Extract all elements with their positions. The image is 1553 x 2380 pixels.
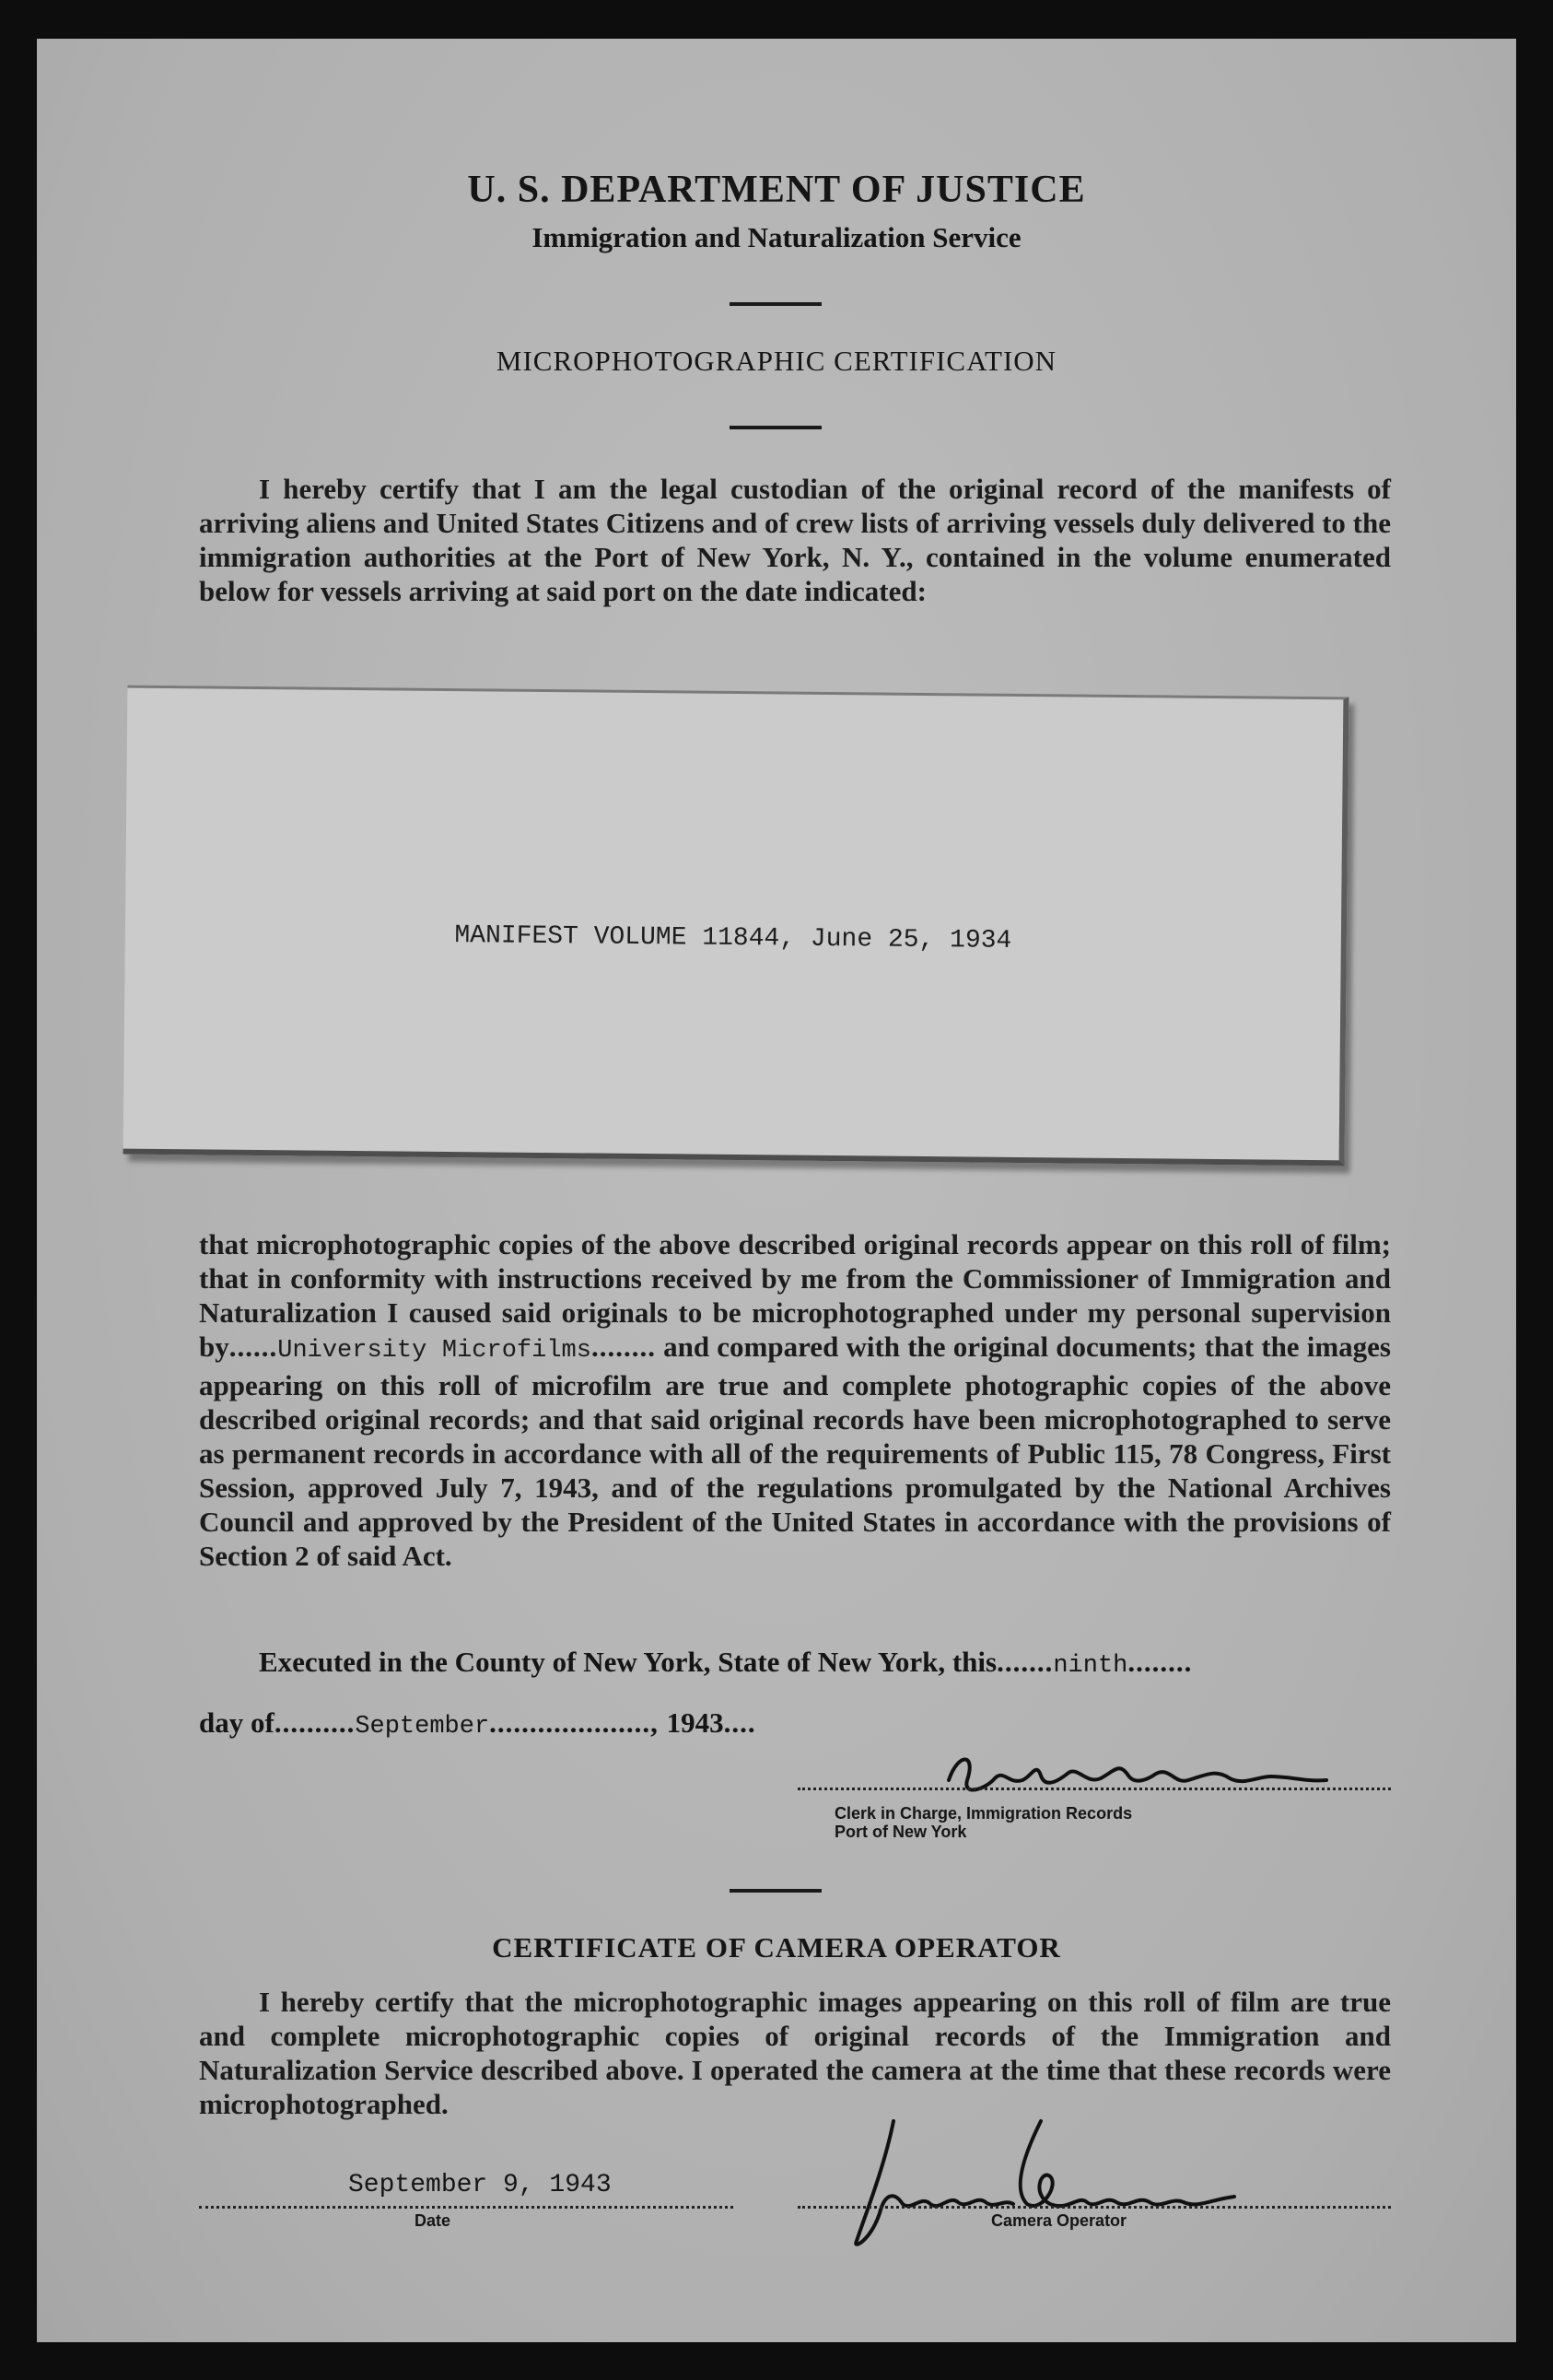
microfilm-company: University Microfilms	[277, 1337, 591, 1365]
operator-paragraph: I hereby certify that the microphotographic images appearing on this roll of film are true and complete microphotographic copies of original records of the Immigration and Naturalization Service described above. I operated the camera at the time that these records were microphotographed.	[199, 1986, 1391, 2120]
execution-year: 1943	[666, 1706, 724, 1739]
fill-dots: ..........	[274, 1706, 356, 1739]
clerk-title-line2: Port of New York	[835, 1823, 967, 1841]
camera-operator-label: Camera Operator	[991, 2211, 1127, 2230]
clerk-signature	[940, 1743, 1363, 1808]
department-title: U. S. DEPARTMENT OF JUSTICE	[467, 169, 1086, 211]
fill-dots: ........	[1127, 1646, 1193, 1678]
intro-paragraph: I hereby certify that I am the legal custodian of the original record of the manifests of arriving aliens and United States Citizens and of crew lists of arriving vessels duly delivered to the immigration authorities at the Port of New York, N. Y., contained in the volume enumerated below for vessels arriving at said port on the date indicated:	[199, 473, 1391, 607]
execution-day: ninth	[1053, 1652, 1128, 1680]
executed-line	[199, 1646, 1391, 1680]
fill-dots: ........	[590, 1331, 656, 1363]
service-subtitle: Immigration and Naturalization Service	[531, 221, 1022, 253]
volume-card	[123, 686, 1349, 1167]
day-of-label: day of	[199, 1706, 274, 1739]
operator-signature	[829, 2103, 1253, 2259]
execution-month: September	[355, 1713, 490, 1741]
divider	[730, 426, 822, 429]
certification-body	[199, 1227, 1391, 1573]
day-of-line	[199, 1706, 756, 1741]
body-part1: that microphotographic copies of the above described original records appear on this roll of film; that in conformity with instructions received by me from the Commissioner of Immigration and Naturalization I caused said originals to be microphotographed under my personal supervision by	[199, 1228, 1391, 1363]
operator-date: September 9, 1943	[348, 2171, 612, 2199]
clerk-signature-line	[798, 1788, 1391, 1790]
manifest-volume-text: MANIFEST VOLUME 11844, June 25, 1934	[454, 921, 1012, 956]
operator-signature-line	[798, 2206, 1391, 2209]
certificate-sheet	[37, 39, 1516, 2342]
body-part2: and compared with the original documents; that the images appearing on this roll of microfilm are true and complete photographic copies of the above described original records; and that said original records have been microphotographed to serve as permanent records in accordance with all of the requirements of Public 115, 78 Congress, First Session, approved July 7, 1943, and of the regulations promulgated by the National Archives Council and approved by the President of the United States in accordance with the provisions of Section 2 of said Act.	[199, 1331, 1391, 1572]
fill-dots: .......	[997, 1646, 1054, 1678]
divider	[730, 1889, 822, 1893]
executed-lead: Executed in the County of New York, State of New York, this	[259, 1646, 998, 1678]
date-line	[199, 2206, 733, 2209]
operator-heading: CERTIFICATE OF CAMERA OPERATOR	[492, 1931, 1061, 1964]
fill-dots: ....	[723, 1706, 756, 1739]
date-label: Date	[415, 2211, 451, 2230]
clerk-title-line1: Clerk in Charge, Immigration Records	[835, 1804, 1133, 1823]
clerk-title	[835, 1804, 1132, 1841]
fill-dots: ....................,	[489, 1706, 667, 1739]
certification-heading: MICROPHOTOGRAPHIC CERTIFICATION	[496, 345, 1057, 377]
divider	[730, 302, 822, 306]
fill-dots: ......	[228, 1331, 278, 1363]
